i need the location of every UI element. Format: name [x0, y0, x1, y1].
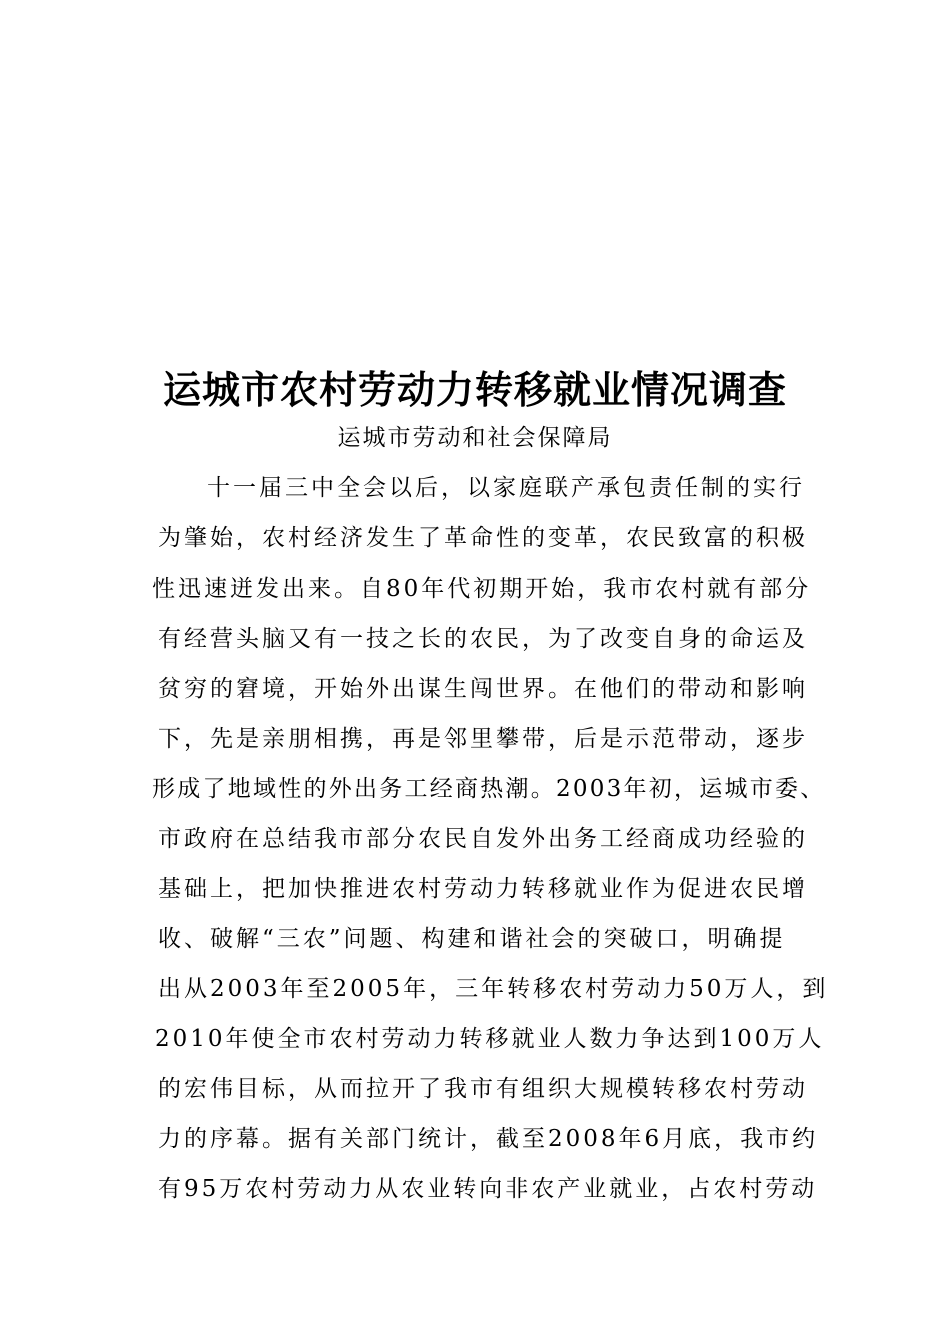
body-line: 市政府在总结我市部分农民自发外出务工经商成功经验的	[158, 826, 808, 852]
body-line: 形成了地域性的外出务工经商热潮。2003年初，运城市委、	[152, 776, 826, 802]
body-line: 出从2003年至2005年，三年转移农村劳动力50万人，到	[158, 976, 829, 1002]
body-line: 性迅速迸发出来。自80年代初期开始，我市农村就有部分	[152, 576, 812, 602]
document-title: 运城市农村劳动力转移就业情况调查	[162, 368, 787, 412]
body-line: 十一届三中全会以后，以家庭联产承包责任制的实行	[207, 475, 805, 501]
body-line: 基础上，把加快推进农村劳动力转移就业作为促进农民增	[158, 876, 808, 902]
body-line: 力的序幕。据有关部门统计，截至2008年6月底，我市约	[158, 1126, 819, 1152]
document-author: 运城市劳动和社会保障局	[337, 425, 613, 451]
body-line: 为肇始，农村经济发生了革命性的变革，农民致富的积极	[158, 525, 808, 551]
body-line: 贫穷的窘境，开始外出谋生闯世界。在他们的带动和影响	[158, 676, 808, 702]
body-line: 的宏伟目标，从而拉开了我市有组织大规模转移农村劳动	[158, 1076, 808, 1102]
body-line: 有经营头脑又有一技之长的农民，为了改变自身的命运及	[158, 626, 808, 652]
body-line: 2010年使全市农村劳动力转移就业人数力争达到100万人	[155, 1026, 825, 1052]
body-line: 收、破解“三农”问题、构建和谐社会的突破口，明确提	[158, 926, 786, 952]
body-line: 有95万农村劳动力从农业转向非农产业就业，占农村劳动	[158, 1176, 818, 1202]
body-line: 下，先是亲朋相携，再是邻里攀带，后是示范带动，逐步	[158, 726, 808, 752]
